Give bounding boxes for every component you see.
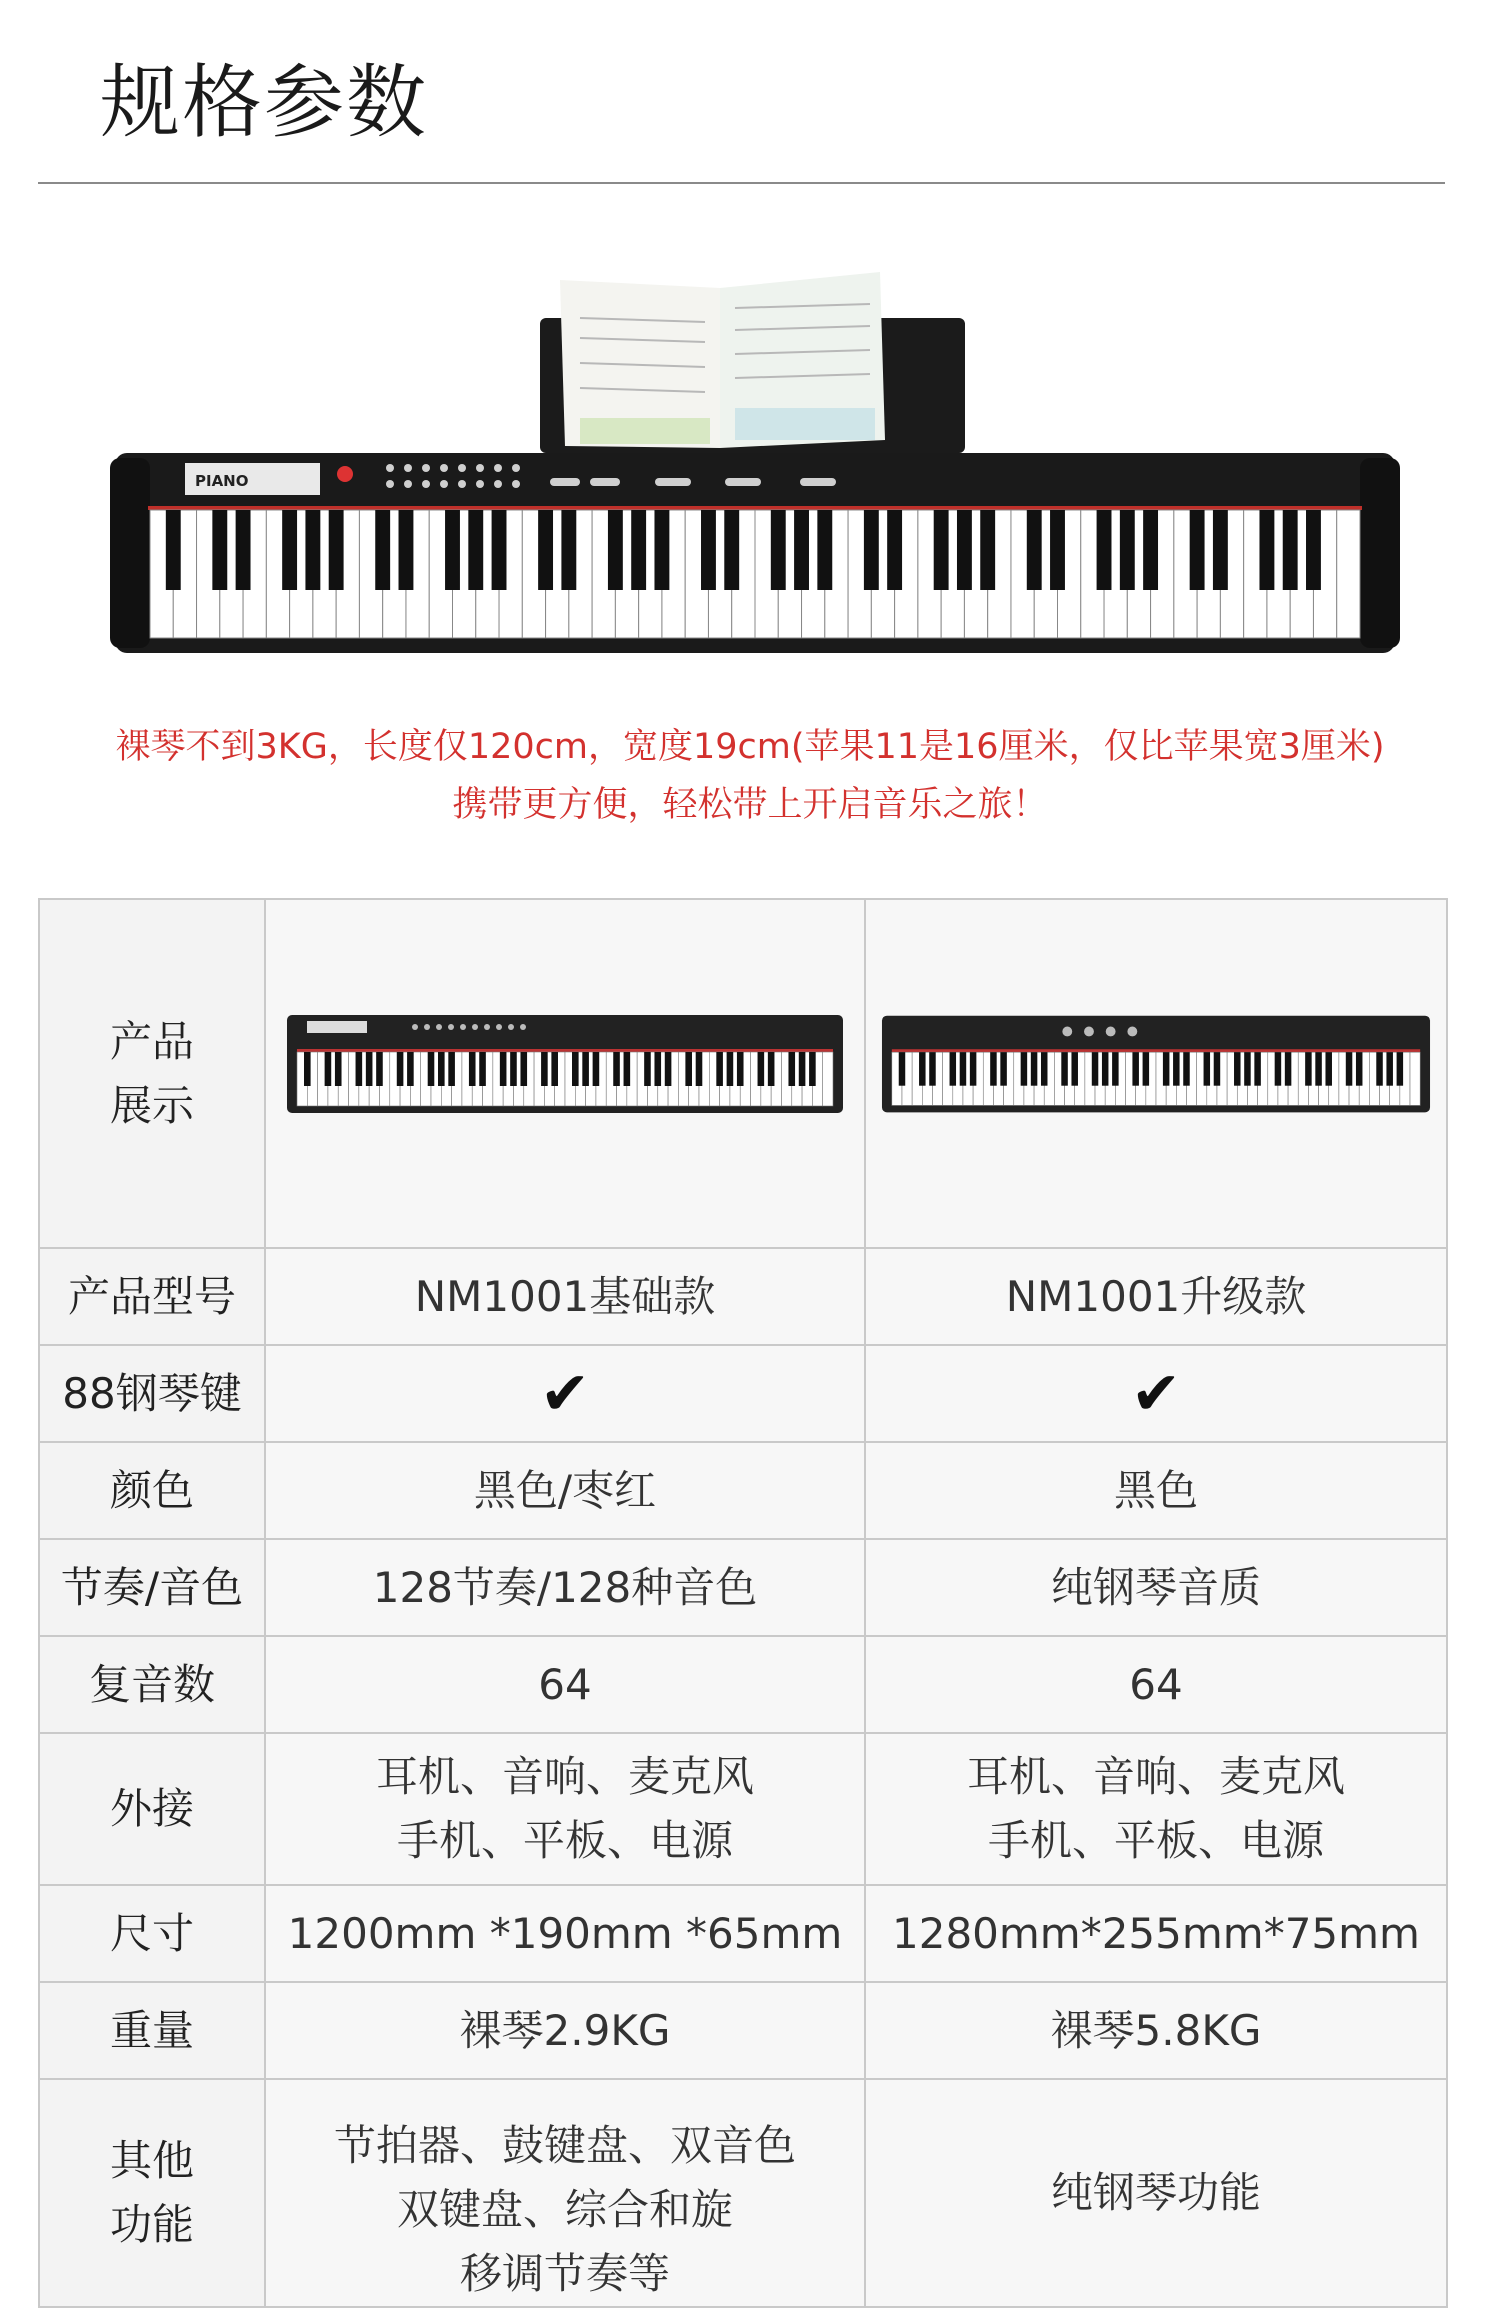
- black-key: [1356, 1052, 1363, 1086]
- spec-value-basic: [265, 1733, 865, 1885]
- spec-value-basic: [265, 1885, 865, 1982]
- black-key: [1305, 1052, 1312, 1086]
- spec-label-line: 产品: [109, 1016, 194, 1066]
- black-key: [1027, 510, 1042, 590]
- black-key: [613, 1052, 620, 1086]
- spec-value-line: 耳机、音响、麦克风: [375, 1752, 754, 1801]
- black-key: [1244, 1052, 1251, 1086]
- black-key: [305, 510, 320, 590]
- spec-value-upgrade: [865, 1982, 1447, 2079]
- black-key: [934, 510, 949, 590]
- black-key: [1143, 1052, 1150, 1086]
- black-key: [572, 1052, 579, 1086]
- black-key: [1306, 510, 1321, 590]
- black-key: [593, 1052, 600, 1086]
- black-key: [624, 1052, 631, 1086]
- black-key: [1021, 1052, 1028, 1086]
- spec-label: [39, 1982, 265, 2079]
- spec-label-line: 颜色: [109, 1465, 194, 1515]
- spec-label: [39, 1442, 265, 1539]
- black-key: [654, 510, 669, 590]
- black-key: [1000, 1052, 1007, 1086]
- black-key: [727, 1052, 734, 1086]
- black-key: [696, 1052, 703, 1086]
- black-key: [919, 1052, 926, 1086]
- black-key: [1275, 1052, 1282, 1086]
- spec-label-line: 功能: [109, 2200, 194, 2249]
- spec-value-line: NM1001基础款: [414, 1271, 716, 1321]
- spec-value-line: 128节奏/128种音色: [372, 1562, 758, 1612]
- spec-row: [39, 1539, 1447, 1636]
- spec-label-line: 尺寸: [109, 1908, 194, 1958]
- black-key: [551, 1052, 558, 1086]
- product-image-upgrade: [865, 899, 1447, 1248]
- black-key: [644, 1052, 651, 1086]
- spec-label: [39, 2079, 265, 2307]
- spec-value-upgrade: [865, 1345, 1447, 1442]
- keyboard-thumbnail: [280, 1005, 850, 1125]
- spec-label: [39, 1885, 265, 1982]
- spec-value-upgrade: [865, 1539, 1447, 1636]
- spec-row: [39, 1636, 1447, 1733]
- spec-value-upgrade: [865, 2079, 1447, 2307]
- spec-row: [39, 1345, 1447, 1442]
- black-key: [541, 1052, 548, 1086]
- spec-row: [39, 1982, 1447, 2079]
- black-key: [397, 1052, 404, 1086]
- black-key: [1120, 510, 1135, 590]
- black-key: [1112, 1052, 1119, 1086]
- black-key: [887, 510, 902, 590]
- spec-value-line: 64: [1129, 1659, 1183, 1709]
- spec-row: [39, 1733, 1447, 1885]
- black-key: [1254, 1052, 1261, 1086]
- black-key: [282, 510, 297, 590]
- black-key: [1190, 510, 1205, 590]
- black-key: [716, 1052, 723, 1086]
- black-key: [448, 1052, 455, 1086]
- black-key: [1050, 510, 1065, 590]
- black-key: [864, 510, 879, 590]
- black-key: [445, 510, 460, 590]
- spec-label-line: 外接: [109, 1784, 194, 1833]
- spec-row: [39, 899, 1447, 1248]
- white-key: [823, 1052, 833, 1106]
- caption-line-2: 携带更方便，轻松带上开启音乐之旅！: [452, 785, 1048, 825]
- spec-value-line: 1200mm *190mm *65mm: [287, 1908, 843, 1958]
- black-key: [768, 1052, 775, 1086]
- spec-label-line: 节奏/音色: [60, 1562, 244, 1612]
- black-key: [335, 1052, 342, 1086]
- spec-value-upgrade: [865, 1636, 1447, 1733]
- spec-value-line: 纯钢琴音质: [1050, 1562, 1261, 1612]
- black-key: [794, 510, 809, 590]
- spec-value-line: 移调节奏等: [459, 2249, 670, 2298]
- black-key: [1259, 510, 1274, 590]
- black-key: [468, 510, 483, 590]
- spec-value-line: 节拍器、鼓键盘、双音色: [333, 2121, 796, 2170]
- black-key: [438, 1052, 445, 1086]
- spec-label-line: 重量: [109, 2005, 194, 2055]
- black-key: [701, 510, 716, 590]
- spec-value-line: NM1001升级款: [1005, 1271, 1307, 1321]
- black-key: [1315, 1052, 1322, 1086]
- black-key: [375, 510, 390, 590]
- page-title: 规格参数: [100, 56, 428, 149]
- black-key: [771, 510, 786, 590]
- spec-row: [39, 1885, 1447, 1982]
- spec-row: [39, 2079, 1447, 2307]
- black-key: [329, 510, 344, 590]
- black-key: [1102, 1052, 1109, 1086]
- spec-value-upgrade: [865, 1733, 1447, 1885]
- spec-label: [39, 1345, 265, 1442]
- black-key: [1285, 1052, 1292, 1086]
- black-key: [1092, 1052, 1099, 1086]
- black-key: [520, 1052, 527, 1086]
- black-key: [561, 510, 576, 590]
- spec-value-line: 手机、平板、电源: [396, 1816, 733, 1865]
- black-key: [1397, 1052, 1404, 1086]
- spec-value-line: 黑色: [1113, 1465, 1198, 1515]
- spec-row: [39, 1248, 1447, 1345]
- spec-value-basic: [265, 1442, 865, 1539]
- black-key: [1234, 1052, 1241, 1086]
- spec-value-line: 手机、平板、电源: [987, 1816, 1324, 1865]
- black-key: [1173, 1052, 1180, 1086]
- spec-row: [39, 1442, 1447, 1539]
- spec-label-line: 展示: [109, 1080, 194, 1130]
- black-key: [1163, 1052, 1170, 1086]
- spec-value-line: 双键盘、综合和旋: [396, 2185, 733, 2234]
- black-key: [479, 1052, 486, 1086]
- black-key: [212, 510, 227, 590]
- black-key: [1386, 1052, 1393, 1086]
- black-key: [980, 510, 995, 590]
- spec-label: [39, 1636, 265, 1733]
- black-key: [510, 1052, 517, 1086]
- spec-table: [38, 898, 1448, 2308]
- black-key: [538, 510, 553, 590]
- black-key: [817, 510, 832, 590]
- black-key: [929, 1052, 936, 1086]
- black-key: [960, 1052, 967, 1086]
- black-key: [608, 510, 623, 590]
- brand-label: PIANO: [195, 472, 249, 490]
- black-key: [399, 510, 414, 590]
- black-key: [799, 1052, 806, 1086]
- black-key: [990, 1052, 997, 1086]
- black-key: [1346, 1052, 1353, 1086]
- white-key: [1410, 1052, 1420, 1105]
- black-key: [1204, 1052, 1211, 1086]
- black-key: [899, 1052, 906, 1086]
- black-key: [366, 1052, 373, 1086]
- black-key: [685, 1052, 692, 1086]
- spec-value-line: 裸琴2.9KG: [459, 2005, 671, 2055]
- black-key: [304, 1052, 311, 1086]
- black-key: [1213, 510, 1228, 590]
- spec-value-line: 裸琴5.8KG: [1050, 2005, 1262, 2055]
- spec-label-line: 复音数: [88, 1659, 215, 1709]
- black-key: [1325, 1052, 1332, 1086]
- spec-value-basic: [265, 2079, 865, 2307]
- black-key: [665, 1052, 672, 1086]
- black-key: [970, 1052, 977, 1086]
- white-key: [1337, 510, 1360, 638]
- black-key: [582, 1052, 589, 1086]
- caption-line-1: 裸琴不到3KG，长度仅120cm，宽度19cm(苹果11是16厘米，仅比苹果宽3厘米): [115, 727, 1385, 767]
- black-key: [654, 1052, 661, 1086]
- product-image-basic: [265, 899, 865, 1248]
- black-key: [1143, 510, 1158, 590]
- spec-label: [39, 1733, 265, 1885]
- black-key: [500, 1052, 507, 1086]
- black-key: [1376, 1052, 1383, 1086]
- checkmark-icon: ✔: [1130, 1358, 1182, 1429]
- spec-value-basic: [265, 1345, 865, 1442]
- checkmark-icon: ✔: [539, 1358, 591, 1429]
- black-key: [1041, 1052, 1048, 1086]
- black-key: [428, 1052, 435, 1086]
- black-key: [758, 1052, 765, 1086]
- black-key: [376, 1052, 383, 1086]
- black-key: [356, 1052, 363, 1086]
- spec-value-line: 64: [538, 1659, 592, 1709]
- title-divider: [38, 182, 1445, 184]
- hero-keyboard-image: [110, 268, 1400, 668]
- spec-value-basic: [265, 1982, 865, 2079]
- black-key: [492, 510, 507, 590]
- black-key: [1183, 1052, 1190, 1086]
- spec-label-line: 88钢琴键: [62, 1368, 242, 1418]
- keyboard-thumbnail: [880, 1005, 1432, 1125]
- black-key: [631, 510, 646, 590]
- black-key: [407, 1052, 414, 1086]
- black-key: [166, 510, 181, 590]
- black-key: [809, 1052, 816, 1086]
- black-key: [1031, 1052, 1038, 1086]
- black-key: [950, 1052, 957, 1086]
- black-key: [1097, 510, 1112, 590]
- black-key: [724, 510, 739, 590]
- spec-value-basic: [265, 1248, 865, 1345]
- black-key: [469, 1052, 476, 1086]
- spec-value-upgrade: [865, 1885, 1447, 1982]
- spec-label-line: 其他: [109, 2136, 194, 2185]
- black-key: [1283, 510, 1298, 590]
- spec-label-line: 产品型号: [67, 1271, 236, 1321]
- spec-label: [39, 1539, 265, 1636]
- spec-value-line: 1280mm*255mm*75mm: [892, 1908, 1420, 1958]
- spec-value-line: 黑色/枣红: [473, 1465, 657, 1515]
- spec-value-line: 纯钢琴功能: [1050, 2168, 1261, 2217]
- spec-value-basic: [265, 1636, 865, 1733]
- spec-value-line: 耳机、音响、麦克风: [966, 1752, 1345, 1801]
- black-key: [957, 510, 972, 590]
- black-key: [1132, 1052, 1139, 1086]
- black-key: [1214, 1052, 1221, 1086]
- spec-value-upgrade: [865, 1442, 1447, 1539]
- spec-value-basic: [265, 1539, 865, 1636]
- spec-label: [39, 1248, 265, 1345]
- spec-value-upgrade: [865, 1248, 1447, 1345]
- black-key: [788, 1052, 795, 1086]
- spec-label: [39, 899, 265, 1248]
- black-key: [1071, 1052, 1078, 1086]
- black-key: [737, 1052, 744, 1086]
- black-key: [1061, 1052, 1068, 1086]
- black-key: [236, 510, 251, 590]
- black-key: [325, 1052, 332, 1086]
